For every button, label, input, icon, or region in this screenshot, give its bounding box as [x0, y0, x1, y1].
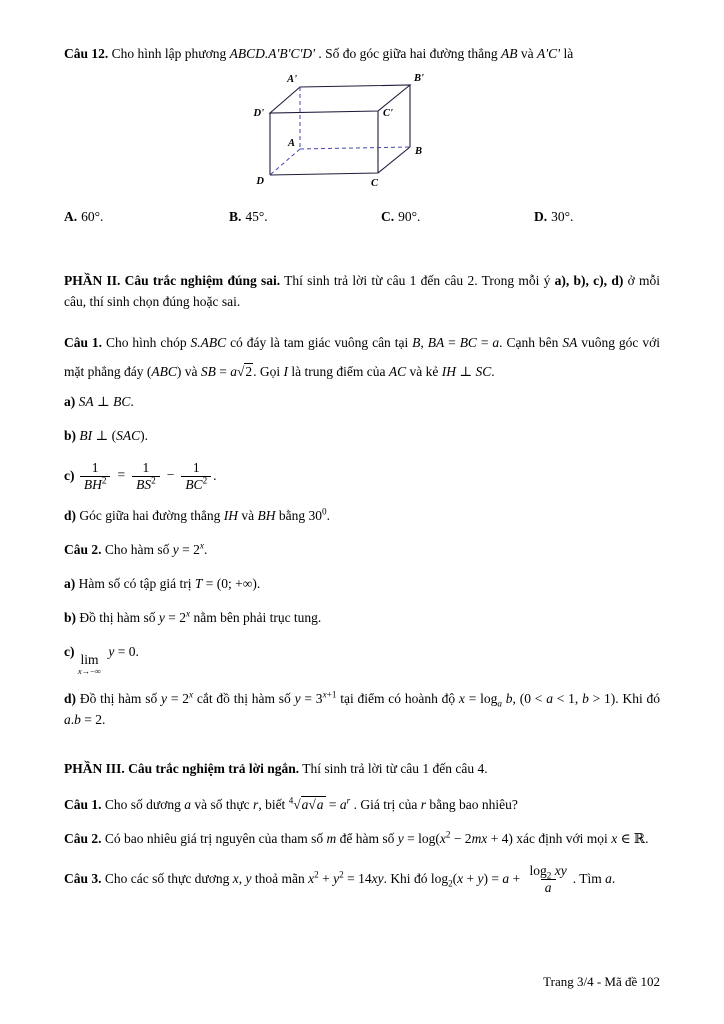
part2-q2-item-c: c) lim x→−∞ y = 0.	[64, 643, 139, 676]
part3-q3: Câu 3. Cho các số thực dương x, y thoả mãn $x^2 + y^2 = 14xy$. Khi đó $\log_2(x + y) = a$ + $\frac{\log_2 xy}{a}$ . Tìm a.	[64, 862, 616, 896]
option-c-value: 90°.	[398, 208, 421, 224]
vertex-label-c: C	[370, 177, 378, 189]
option-a-value: 60°.	[81, 208, 104, 224]
option-b	[229, 209, 381, 225]
part3-heading: PHẦN III. Câu trắc nghiệm trả lời ngắn. Thí sinh trả lời từ câu 1 đến câu 4.	[64, 761, 488, 777]
part2-q1-item-d: d) Góc giữa hai đường thẳng IH và BH bằng $30^0$.	[64, 506, 330, 524]
part2-q1-item-c: c) $\frac{1}{BH^2}$ = $\frac{1}{BS^2}$ − $\frac{1}{BC^2}$ .	[64, 459, 217, 492]
part3-q1: Câu 1. Cho số dương a và số thực r, biết $^4√a√a = a^r$ . Giá trị của r bằng bao nhiêu?	[64, 795, 518, 813]
page-footer: Trang 3/4 - Mã đề 102	[543, 974, 660, 989]
vertex-label-a: A	[287, 137, 295, 149]
part2-q1-item-a: a) SA ⊥ BC.	[64, 393, 134, 409]
vertex-label-b: B	[414, 145, 422, 157]
vertex-label-c-prime: C'	[382, 107, 393, 119]
part2-q1-item-b: b) BI ⊥ (SAC).	[64, 427, 148, 443]
cube-vertex-labels	[252, 73, 424, 189]
option-d-value: 30°.	[551, 208, 574, 224]
option-c-letter: C.	[381, 208, 395, 224]
option-b-letter: B.	[229, 208, 242, 224]
option-b-value: 45°.	[245, 208, 268, 224]
part2-q1-text: Câu 1. Cho hình chóp S.ABC có đáy là tam giác vuông cân tại B, BA = BC = a. Cạnh bên SA vuông góc với mặt phẳng đáy (ABC) và SB = a√2. Gọi I là trung điểm của AC và kẻ IH ⊥ SC.	[64, 334, 660, 379]
answer-options	[64, 209, 660, 225]
option-d	[534, 209, 660, 225]
option-a-letter: A.	[64, 208, 78, 224]
question-12-text: Câu 12. Cho hình lập phương ABCD.A'B'C'D' . Số đo góc giữa hai đường thẳng AB và A'C' là	[64, 46, 574, 61]
part2-q2-text: Câu 2. Cho hàm số $y = 2^x$.	[64, 540, 208, 557]
vertex-label-d: D	[255, 175, 264, 187]
cube-figure	[64, 71, 660, 199]
cube-svg	[240, 71, 455, 195]
part2-q2-item-a: a) Hàm số có tập giá trị T = (0; +∞).	[64, 575, 261, 591]
option-d-letter: D.	[534, 208, 548, 224]
option-c	[381, 209, 534, 225]
cube-hidden-edges	[270, 87, 410, 175]
vertex-label-a-prime: A'	[286, 73, 297, 85]
option-a	[64, 209, 229, 225]
part2-q2-item-d: d) Đồ thị hàm số $y = 2^x$ cắt đồ thị hàm số $y = 3^{x+1}$ tại điểm có hoành độ $x = \log_a b$, (0 < a < 1, b > 1). Khi đó a.b = 2.	[64, 689, 661, 728]
part3-q2: Câu 2. Có bao nhiêu giá trị nguyên của tham số m để hàm số $y = \log(x^2 - 2mx + 4)$ xác định với mọi x ∈ ℝ.	[64, 829, 649, 846]
part2-q2-item-b: b) Đồ thị hàm số $y = 2^x$ nằm bên phải trục tung.	[64, 608, 322, 625]
part2-heading: PHẦN II. Câu trắc nghiệm đúng sai. Thí sinh trả lời từ câu 1 đến câu 2. Trong mỗi ý a), b), c), d) ở mỗi câu, thí sinh chọn đúng hoặc sai.	[64, 272, 660, 309]
vertex-label-b-prime: B'	[413, 72, 424, 84]
vertex-label-d-prime: D'	[253, 107, 264, 119]
cube-solid-edges	[270, 85, 410, 175]
